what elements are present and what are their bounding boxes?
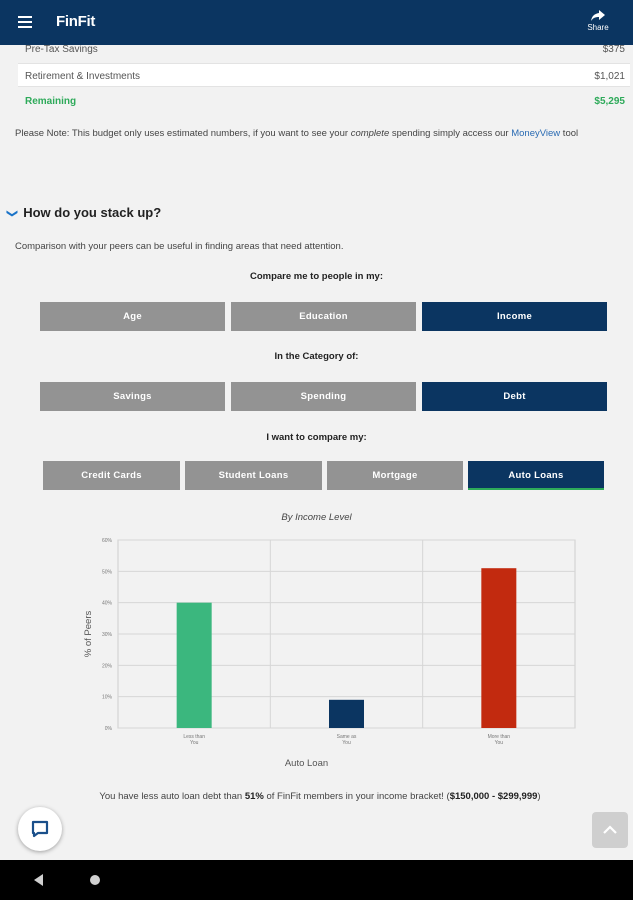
- compare-question-3: I want to compare my:: [266, 432, 367, 443]
- compare-question-2: In the Category of:: [274, 351, 359, 362]
- budget-label: Pre-Tax Savings: [25, 45, 98, 55]
- share-icon: [591, 10, 605, 22]
- scroll-to-top-button[interactable]: [592, 812, 628, 848]
- result-percent: 51%: [244, 791, 264, 802]
- y-tick-label: 40%: [101, 600, 112, 607]
- app-header: [0, 0, 633, 45]
- option-auto-loans-button[interactable]: Auto Loans: [468, 461, 604, 490]
- main-content: [0, 45, 633, 860]
- y-axis-title: % of Peers: [83, 610, 94, 658]
- x-tick-label: Less than: [183, 734, 206, 740]
- chevron-up-icon: [603, 824, 617, 834]
- x-axis-title: Auto Loan: [284, 758, 329, 769]
- brand-logo: FinFit: [56, 13, 96, 30]
- note-emphasis: complete: [350, 128, 390, 139]
- result-text: of FinFit members in your income bracket! (: [263, 791, 450, 802]
- option-debt-button[interactable]: Debt: [422, 382, 607, 411]
- x-tick-label: You: [494, 740, 504, 746]
- chevron-down-icon: ❯: [6, 208, 19, 219]
- budget-value: $1,021: [594, 71, 625, 82]
- compare-question-1: Compare me to people in my:: [249, 271, 384, 282]
- hamburger-menu-icon[interactable]: [18, 16, 32, 28]
- moneyview-link[interactable]: MoneyView: [511, 128, 561, 139]
- comparison-result: [80, 790, 560, 804]
- option-mortgage-button[interactable]: Mortgage: [327, 461, 463, 490]
- bar-less-than-you: [177, 603, 212, 728]
- option-income-button[interactable]: Income: [422, 302, 607, 331]
- bar-more-than-you: [481, 568, 516, 728]
- y-tick-label: 0%: [104, 726, 112, 732]
- share-label: Share: [587, 23, 609, 32]
- option-savings-button[interactable]: Savings: [40, 382, 225, 411]
- y-tick-label: 30%: [101, 632, 112, 638]
- chart-title: By Income Level: [281, 512, 352, 523]
- bar-same-as-you: [329, 700, 364, 728]
- budget-row-pretax: [18, 45, 630, 61]
- budget-value: $5,295: [594, 96, 625, 107]
- x-tick-label: Same as: [336, 734, 357, 740]
- note-text: tool: [560, 128, 579, 139]
- section-heading: How do you stack up?: [23, 205, 162, 220]
- note-text: spending simply access our: [389, 128, 512, 139]
- option-age-button[interactable]: Age: [40, 302, 225, 331]
- note-text: Please Note: This budget only uses estimated numbers, if you want to see your: [15, 128, 351, 139]
- option-spending-button[interactable]: Spending: [231, 382, 416, 411]
- x-tick-label: You: [342, 740, 351, 746]
- y-tick-label: 50%: [101, 569, 112, 576]
- peer-comparison-chart: [60, 530, 580, 770]
- budget-note: [15, 127, 620, 141]
- budget-value: $375: [602, 45, 625, 55]
- option-student-loans-button[interactable]: Student Loans: [185, 461, 322, 490]
- android-nav-bar: [0, 860, 633, 900]
- result-text: You have less auto loan debt than: [99, 791, 245, 802]
- budget-label: Retirement & Investments: [25, 71, 141, 82]
- back-icon[interactable]: [33, 874, 45, 886]
- home-icon[interactable]: [90, 875, 100, 885]
- option-education-button[interactable]: Education: [231, 302, 416, 331]
- x-tick-label: You: [189, 740, 199, 746]
- chat-bubble-icon: [30, 819, 50, 839]
- result-text: ): [537, 791, 541, 802]
- stack-section-toggle[interactable]: [8, 205, 161, 220]
- budget-label: Remaining: [25, 96, 77, 107]
- option-credit-cards-button[interactable]: Credit Cards: [43, 461, 180, 490]
- y-tick-label: 20%: [101, 663, 112, 670]
- budget-row-retirement: [18, 63, 630, 87]
- y-tick-label: 10%: [101, 694, 112, 701]
- chat-button[interactable]: [18, 807, 62, 851]
- section-intro: Comparison with your peers can be useful in finding areas that need attention.: [15, 241, 344, 252]
- x-tick-label: More than: [487, 734, 511, 740]
- result-bracket: $150,000 - $299,999: [449, 791, 538, 802]
- share-button[interactable]: [583, 10, 613, 32]
- budget-row-remaining: [18, 89, 630, 113]
- y-tick-label: 60%: [101, 538, 112, 544]
